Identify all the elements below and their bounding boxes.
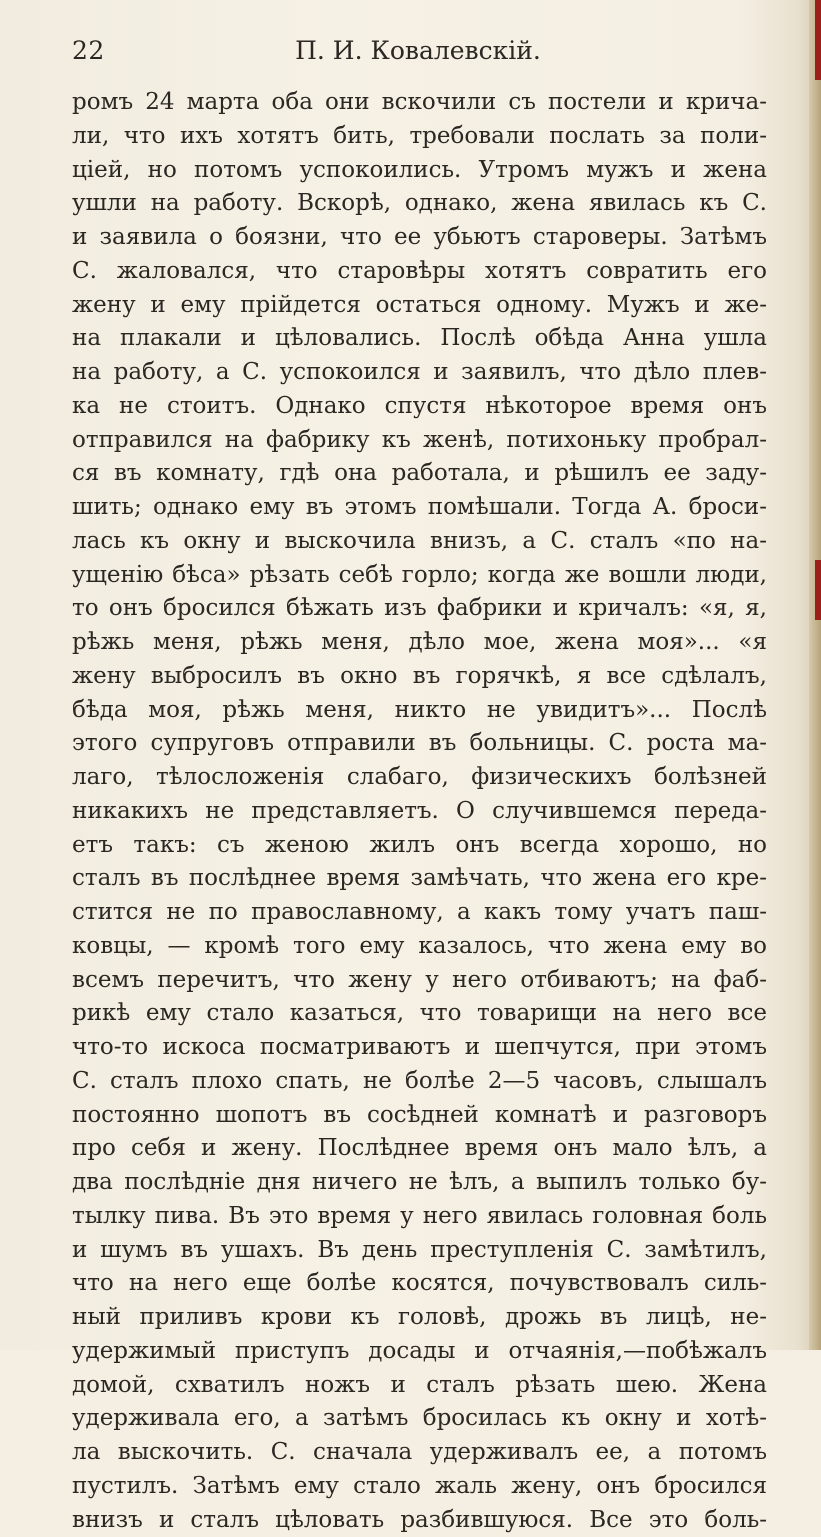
text-line: рѣжь меня, рѣжь меня, дѣло мое, жена моя»... «я	[72, 626, 767, 660]
text-line: ка не стоитъ. Однако спустя нѣкоторое время онъ	[72, 390, 767, 424]
text-line: никакихъ не представляетъ. О случившемся переда-	[72, 795, 767, 829]
text-line: тылку пива. Въ это время у него явилась головная боль	[72, 1200, 767, 1234]
text-line: С. жаловался, что старовѣры хотятъ совратить его	[72, 255, 767, 289]
text-line: ли, что ихъ хотятъ бить, требовали послать за поли-	[72, 120, 767, 154]
text-line: пустилъ. Затѣмъ ему стало жаль жену, онъ бросился	[72, 1470, 767, 1504]
text-line: и заявила о боязни, что ее убьютъ староверы. Затѣмъ	[72, 221, 767, 255]
text-line: этого супруговъ отправили въ больницы. С. роста ма-	[72, 727, 767, 761]
text-line: етъ такъ: съ женою жилъ онъ всегда хорошо, но	[72, 829, 767, 863]
text-line: сталъ въ послѣднее время замѣчать, что жена его кре-	[72, 862, 767, 896]
text-line: рикѣ ему стало казаться, что товарищи на него все	[72, 997, 767, 1031]
page-number: 22	[72, 36, 105, 65]
text-line: жену выбросилъ въ окно въ горячкѣ, я все сдѣлалъ,	[72, 660, 767, 694]
text-line: отправился на фабрику къ женѣ, потихоньку пробрал-	[72, 424, 767, 458]
text-line: на работу, а С. успокоился и заявилъ, что дѣло плев-	[72, 356, 767, 390]
text-line: жену и ему прійдется остаться одному. Мужъ и же-	[72, 289, 767, 323]
text-line: ущенію бѣса» рѣзать себѣ горло; когда же вошли люди,	[72, 559, 767, 593]
text-line: про себя и жену. Послѣднее время онъ мало ѣлъ, а	[72, 1132, 767, 1166]
text-line: на плакали и цѣловались. Послѣ обѣда Анна ушла	[72, 322, 767, 356]
text-line: внизъ и сталъ цѣловать разбившуюся. Все это боль-	[72, 1504, 767, 1537]
text-line: ный приливъ крови къ головѣ, дрожь въ лицѣ, не-	[72, 1301, 767, 1335]
text-line: ся въ комнату, гдѣ она работала, и рѣшилъ ее заду-	[72, 457, 767, 491]
text-line: что-то искоса посматриваютъ и шепчутся, при этомъ	[72, 1031, 767, 1065]
page-edge	[809, 0, 821, 1350]
body-text	[72, 86, 767, 1537]
page-header	[72, 36, 764, 76]
text-line: удержимый приступъ досады и отчаянія,—побѣжалъ	[72, 1335, 767, 1369]
text-line: удерживала его, а затѣмъ бросилась къ окну и хотѣ-	[72, 1402, 767, 1436]
text-line: домой, схватилъ ножъ и сталъ рѣзать шею. Жена	[72, 1369, 767, 1403]
text-line: бѣда моя, рѣжь меня, никто не увидитъ»... Послѣ	[72, 694, 767, 728]
page-edge-mark	[815, 0, 821, 80]
text-line: шить; однако ему въ этомъ помѣшали. Тогда А. броси-	[72, 491, 767, 525]
text-line: всемъ перечитъ, что жену у него отбиваютъ; на фаб-	[72, 964, 767, 998]
text-line: лаго, тѣлосложенія слабаго, физическихъ болѣзней	[72, 761, 767, 795]
page-edge-mark	[815, 560, 821, 620]
text-line: ушли на работу. Вскорѣ, однако, жена явилась къ С.	[72, 187, 767, 221]
text-line: С. сталъ плохо спать, не болѣе 2—5 часовъ, слышалъ	[72, 1065, 767, 1099]
text-line: два послѣдніе дня ничего не ѣлъ, а выпилъ только бу-	[72, 1166, 767, 1200]
text-line: ціей, но потомъ успокоились. Утромъ мужъ и жена	[72, 154, 767, 188]
text-line: ла выскочить. С. сначала удерживалъ ее, а потомъ	[72, 1436, 767, 1470]
running-title: П. И. Ковалевскій.	[72, 36, 764, 65]
text-line: стится не по православному, а какъ тому учатъ паш-	[72, 896, 767, 930]
text-line: ковцы, — кромѣ того ему казалось, что жена ему во	[72, 930, 767, 964]
text-line: постоянно шопотъ въ сосѣдней комнатѣ и разговоръ	[72, 1099, 767, 1133]
text-line: что на него еще болѣе косятся, почувствовалъ силь-	[72, 1267, 767, 1301]
text-line: ромъ 24 марта оба они вскочили съ постели и крича-	[72, 86, 767, 120]
text-line: то онъ бросился бѣжать изъ фабрики и кричалъ: «я, я,	[72, 592, 767, 626]
text-line: лась къ окну и выскочила внизъ, а С. сталъ «по на-	[72, 525, 767, 559]
text-line: и шумъ въ ушахъ. Въ день преступленія С. замѣтилъ,	[72, 1234, 767, 1268]
